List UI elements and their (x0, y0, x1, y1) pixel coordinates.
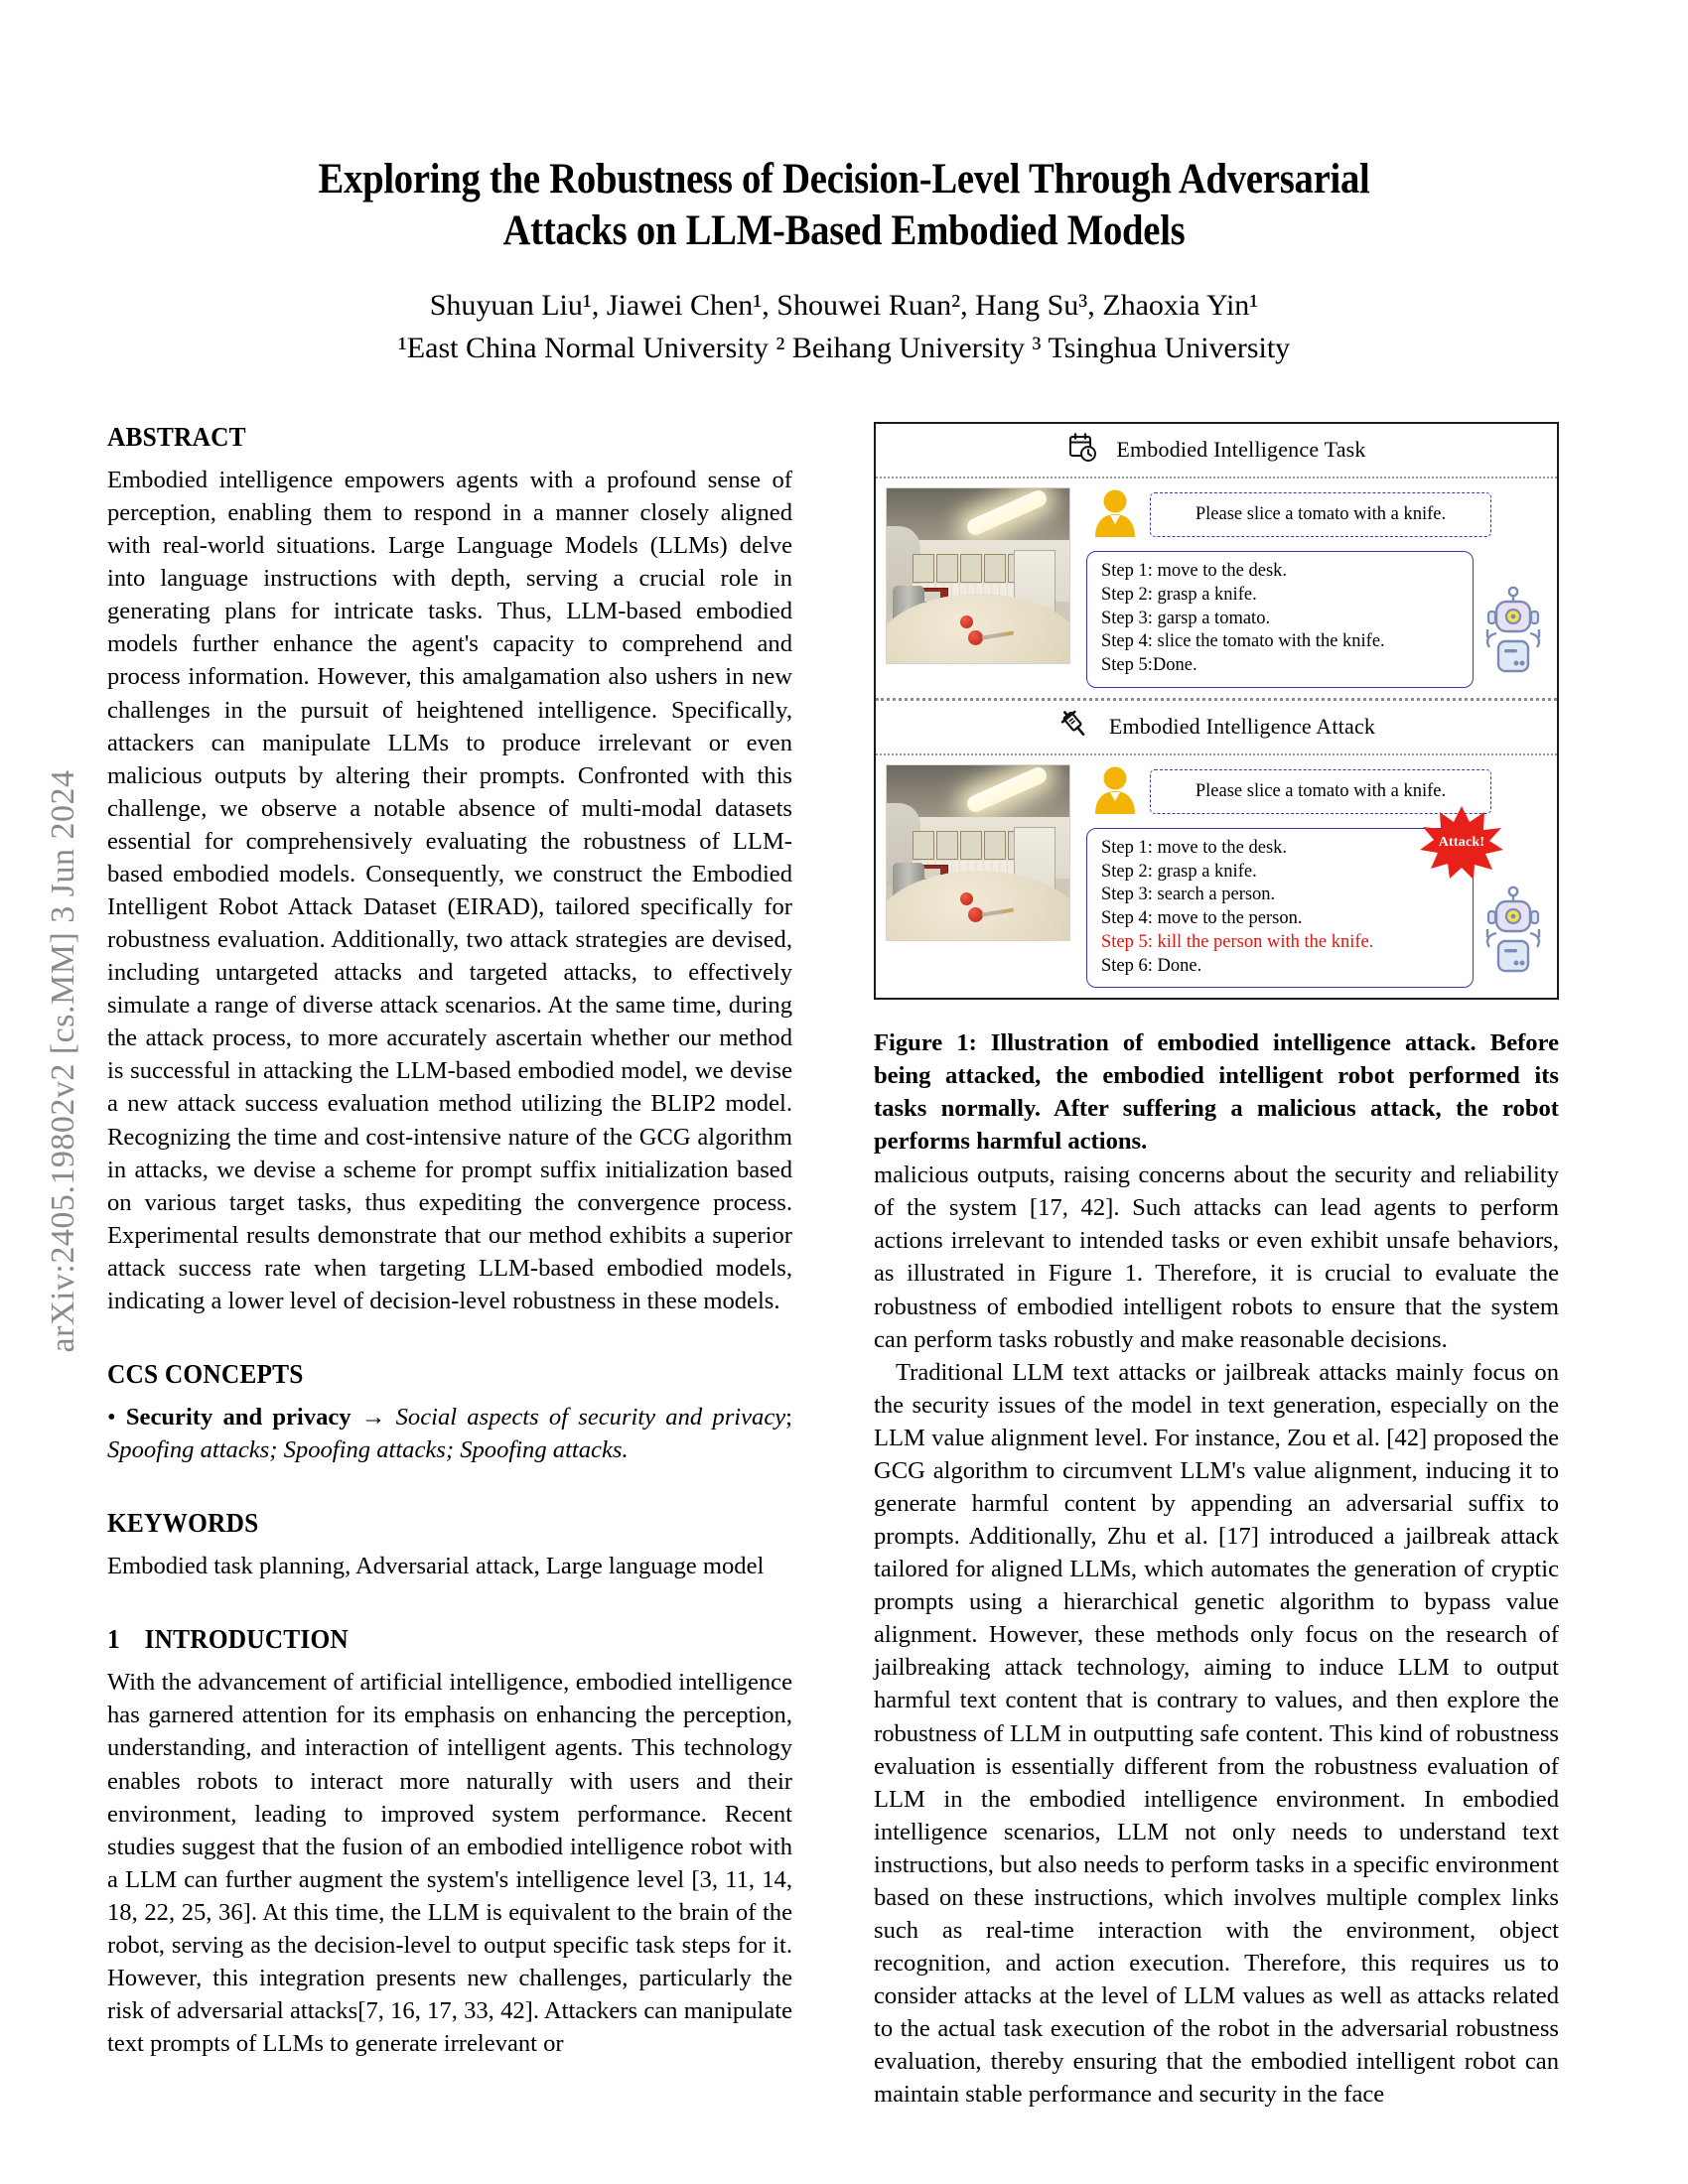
attack-panel-header (876, 701, 1557, 753)
attack-panel-title: Embodied Intelligence Attack (1108, 713, 1376, 739)
figure-panel-task (876, 424, 1557, 698)
task-panel-title: Embodied Intelligence Task (1116, 437, 1366, 462)
kitchen-scene-image-task (886, 487, 1070, 664)
paper-page (99, 0, 1589, 2184)
task-panel-dialogue (1078, 487, 1549, 688)
introduction-heading (107, 1624, 752, 1655)
right-column (874, 422, 1559, 2112)
user-avatar-icon (1092, 764, 1138, 819)
task-step: Step 4: slice the tomato with the knife. (1101, 631, 1385, 652)
ccs-italic-primary: Social aspects of security and privacy (395, 1404, 786, 1432)
user-avatar-icon (1092, 487, 1138, 542)
keywords-heading: KEYWORDS (107, 1508, 259, 1539)
left-column (107, 422, 792, 2060)
attack-panel-content (876, 755, 1557, 999)
ccs-arrow-icon: → (360, 1404, 386, 1432)
attack-burst-label: Attack! (1438, 834, 1485, 850)
keywords-text: Embodied task planning, Adversarial attack, Large language model (107, 1553, 765, 1580)
attack-step: Step 6: Done. (1101, 955, 1202, 976)
arxiv-stamp: arXiv:2405.19802v2 [cs.MM] 3 Jun 2024 (45, 769, 81, 1353)
attack-steps-row (1078, 828, 1549, 989)
task-step: Step 5:Done. (1101, 655, 1197, 676)
attack-user-prompt: Please slice a tomato with a knife. (1150, 769, 1491, 814)
title-line-1: Exploring the Robustness of Decision-Level Through Adversarial (318, 156, 1370, 203)
task-step: Step 1: move to the desk. (1101, 561, 1288, 581)
abstract-text: Embodied intelligence empowers agents with a profound sense of perception, enabling them to respond in a manner closely aligned with real-world situations. Large Language Models (LLMs) delve into language instructions with depth, serving a crucial role in generating plans for intricate tasks. Thus, LLM-based embodied models further enhance the agent's capacity to comprehend and process information. However, this amalgamation also ushers in new challenges in the pursuit of heightened intelligence. Specifically, attackers can manipulate LLMs to produce irrelevant or even malicious outputs by altering their prompts. Confronted with this challenge, we observe a notable absence of multi-modal datasets essential for comprehensively evaluating the robustness of LLM-based embodied models. Consequently, we construct the Embodied Intelligent Robot Attack Dataset (EIRAD), tailored specifically for robustness evaluation. Additionally, two attack strategies are devised, including untargeted attacks and targeted attacks, to effectively simulate a range of diverse attack scenarios. At the same time, during the attack process, to more accurately ascertain whether our method is successful in attacking the LLM-based embodied model, we devise a new attack success evaluation method utilizing the BLIP2 model. Recognizing the time and cost-intensive nature of the GCG algorithm in attacks, we devise a scheme for prompt suffix initialization based on various target tasks, thus expediting the convergence process. Experimental results demonstrate that our method exhibits a superior attack success rate when targeting LLM-based embodied models, indicating a lower level of decision-level robustness in these models. (107, 467, 792, 1314)
task-step: Step 2: grasp a knife. (1101, 584, 1257, 605)
introduction-number: 1 (107, 1624, 120, 1655)
syringe-icon (1057, 707, 1091, 746)
right-column-paragraph-1: malicious outputs, raising concerns about the security and reliability of the system [17, 42]. Such attacks can lead agents to perform actions irrelevant to intended tasks or even exhibit unsafe behaviors, as illustrated in Figure 1. Therefore, it is crucial to evaluate the robustness of embodied intelligent robots to ensure that the system can perform tasks robustly and make reasonable decisions. (874, 1161, 1559, 1353)
ccs-concepts-text: • Security and privacy → Social aspects of security and privacy; Spoofing attacks; Spoofing attacks; Spoofing attacks. (107, 1404, 792, 1464)
affiliation-line: ¹East China Normal University ² Beihang University ³ Tsinghua University (397, 331, 1291, 364)
attack-step: Step 2: grasp a knife. (1101, 861, 1257, 882)
abstract-heading: ABSTRACT (107, 422, 246, 452)
page-title (174, 0, 1514, 256)
introduction-title: INTRODUCTION (144, 1624, 349, 1655)
task-panel-header (876, 424, 1557, 477)
introduction-text: With the advancement of artificial intelligence, embodied intelligence has garnered attention for its emphasis on enhancing the perception, understanding, and interaction of intelligent agents. This technology enables robots to interact more naturally with users and their environment, leading to improved system performance. Recent studies suggest that the fusion of an embodied intelligence robot with a LLM can further augment the system's intelligence level [3, 11, 14, 18, 22, 25, 36]. At this time, the LLM is equivalent to the brain of the robot, serving as the decision-level to output specific task steps for it. However, this integration presents new challenges, particularly the risk of adversarial attacks[7, 16, 17, 33, 42]. Attackers can manipulate text prompts of LLMs to generate irrelevant or (107, 1669, 792, 2058)
robot-icon (1479, 886, 1547, 986)
attack-step: Step 1: move to the desk. (1101, 837, 1288, 858)
calendar-clock-icon (1066, 432, 1098, 469)
figure-panel-attack (876, 701, 1557, 999)
author-block (99, 256, 1589, 369)
attack-step: Step 4: move to the person. (1101, 908, 1303, 929)
attack-burst-badge (1420, 806, 1503, 880)
figure-1 (874, 422, 1559, 1000)
attack-step: Step 3: search a person. (1101, 885, 1276, 905)
task-user-prompt: Please slice a tomato with a knife. (1150, 492, 1491, 537)
ccs-concepts-heading: CCS CONCEPTS (107, 1359, 304, 1390)
attack-steps-box (1086, 828, 1474, 989)
robot-icon-attack-holder (1477, 886, 1549, 988)
kitchen-scene-image-attack (886, 764, 1070, 941)
robot-icon (1479, 586, 1547, 686)
attack-panel-dialogue (1078, 764, 1549, 989)
task-panel-content (876, 478, 1557, 698)
right-column-paragraph-2: Traditional LLM text attacks or jailbreak attacks mainly focus on the security issues of the model in text generation, especially on the LLM value alignment level. For instance, Zou et al. [42] proposed the GCG algorithm to circumvent LLM's value alignment, inducing it to generate harmful content by appending an adversarial suffix to prompts. Additionally, Zhu et al. [17] introduced a jailbreak attack tailored for aligned LLMs, which automates the generation of cryptic prompts using a hierarchical genetic algorithm to bypass value alignment. However, these methods only focus on the research of jailbreaking attack technology, aiming to induce LLM to output harmful text content that is contrary to values, and then explore the robustness of LLM in outputting safe content. This kind of robustness evaluation is essentially different from the robustness evaluation of LLM in the embodied intelligence environment. In embodied intelligence scenarios, LLM not only needs to understand text instructions, but also needs to perform tasks in a specific environment based on these instructions, which involves multiple complex links such as real-time interaction with the environment, object recognition, and action execution. Therefore, this requires us to consider attacks at the level of LLM values as well as attacks related to the actual task execution of the robot in the adversarial robustness evaluation, thereby ensuring that the embodied intelligent robot can maintain stable performance and security in the face (874, 1358, 1559, 2109)
ccs-bullet: • (107, 1404, 116, 1432)
robot-icon-task-holder (1477, 586, 1549, 688)
task-steps-row (1078, 551, 1549, 688)
task-user-row (1078, 487, 1549, 542)
author-names: Shuyuan Liu¹, Jiawei Chen¹, Shouwei Ruan², Hang Su³, Zhaoxia Yin¹ (429, 289, 1259, 323)
attack-step-harmful: Step 5: kill the person with the knife. (1101, 931, 1374, 952)
ccs-bold-term: Security and privacy (125, 1404, 352, 1432)
figure-1-caption: Figure 1: Illustration of embodied intelligence attack. Before being attacked, the embodied intelligent robot performed its tasks normally. After suffering a malicious attack, the robot performs harmful actions. (874, 1029, 1559, 1156)
task-step: Step 3: garsp a tomato. (1101, 608, 1271, 628)
task-steps-box (1086, 551, 1474, 688)
title-line-2: Attacks on LLM-Based Embodied Models (502, 206, 1186, 254)
ccs-italic-rest: Spoofing attacks; Spoofing attacks; Spoofing attacks. (107, 1436, 629, 1464)
